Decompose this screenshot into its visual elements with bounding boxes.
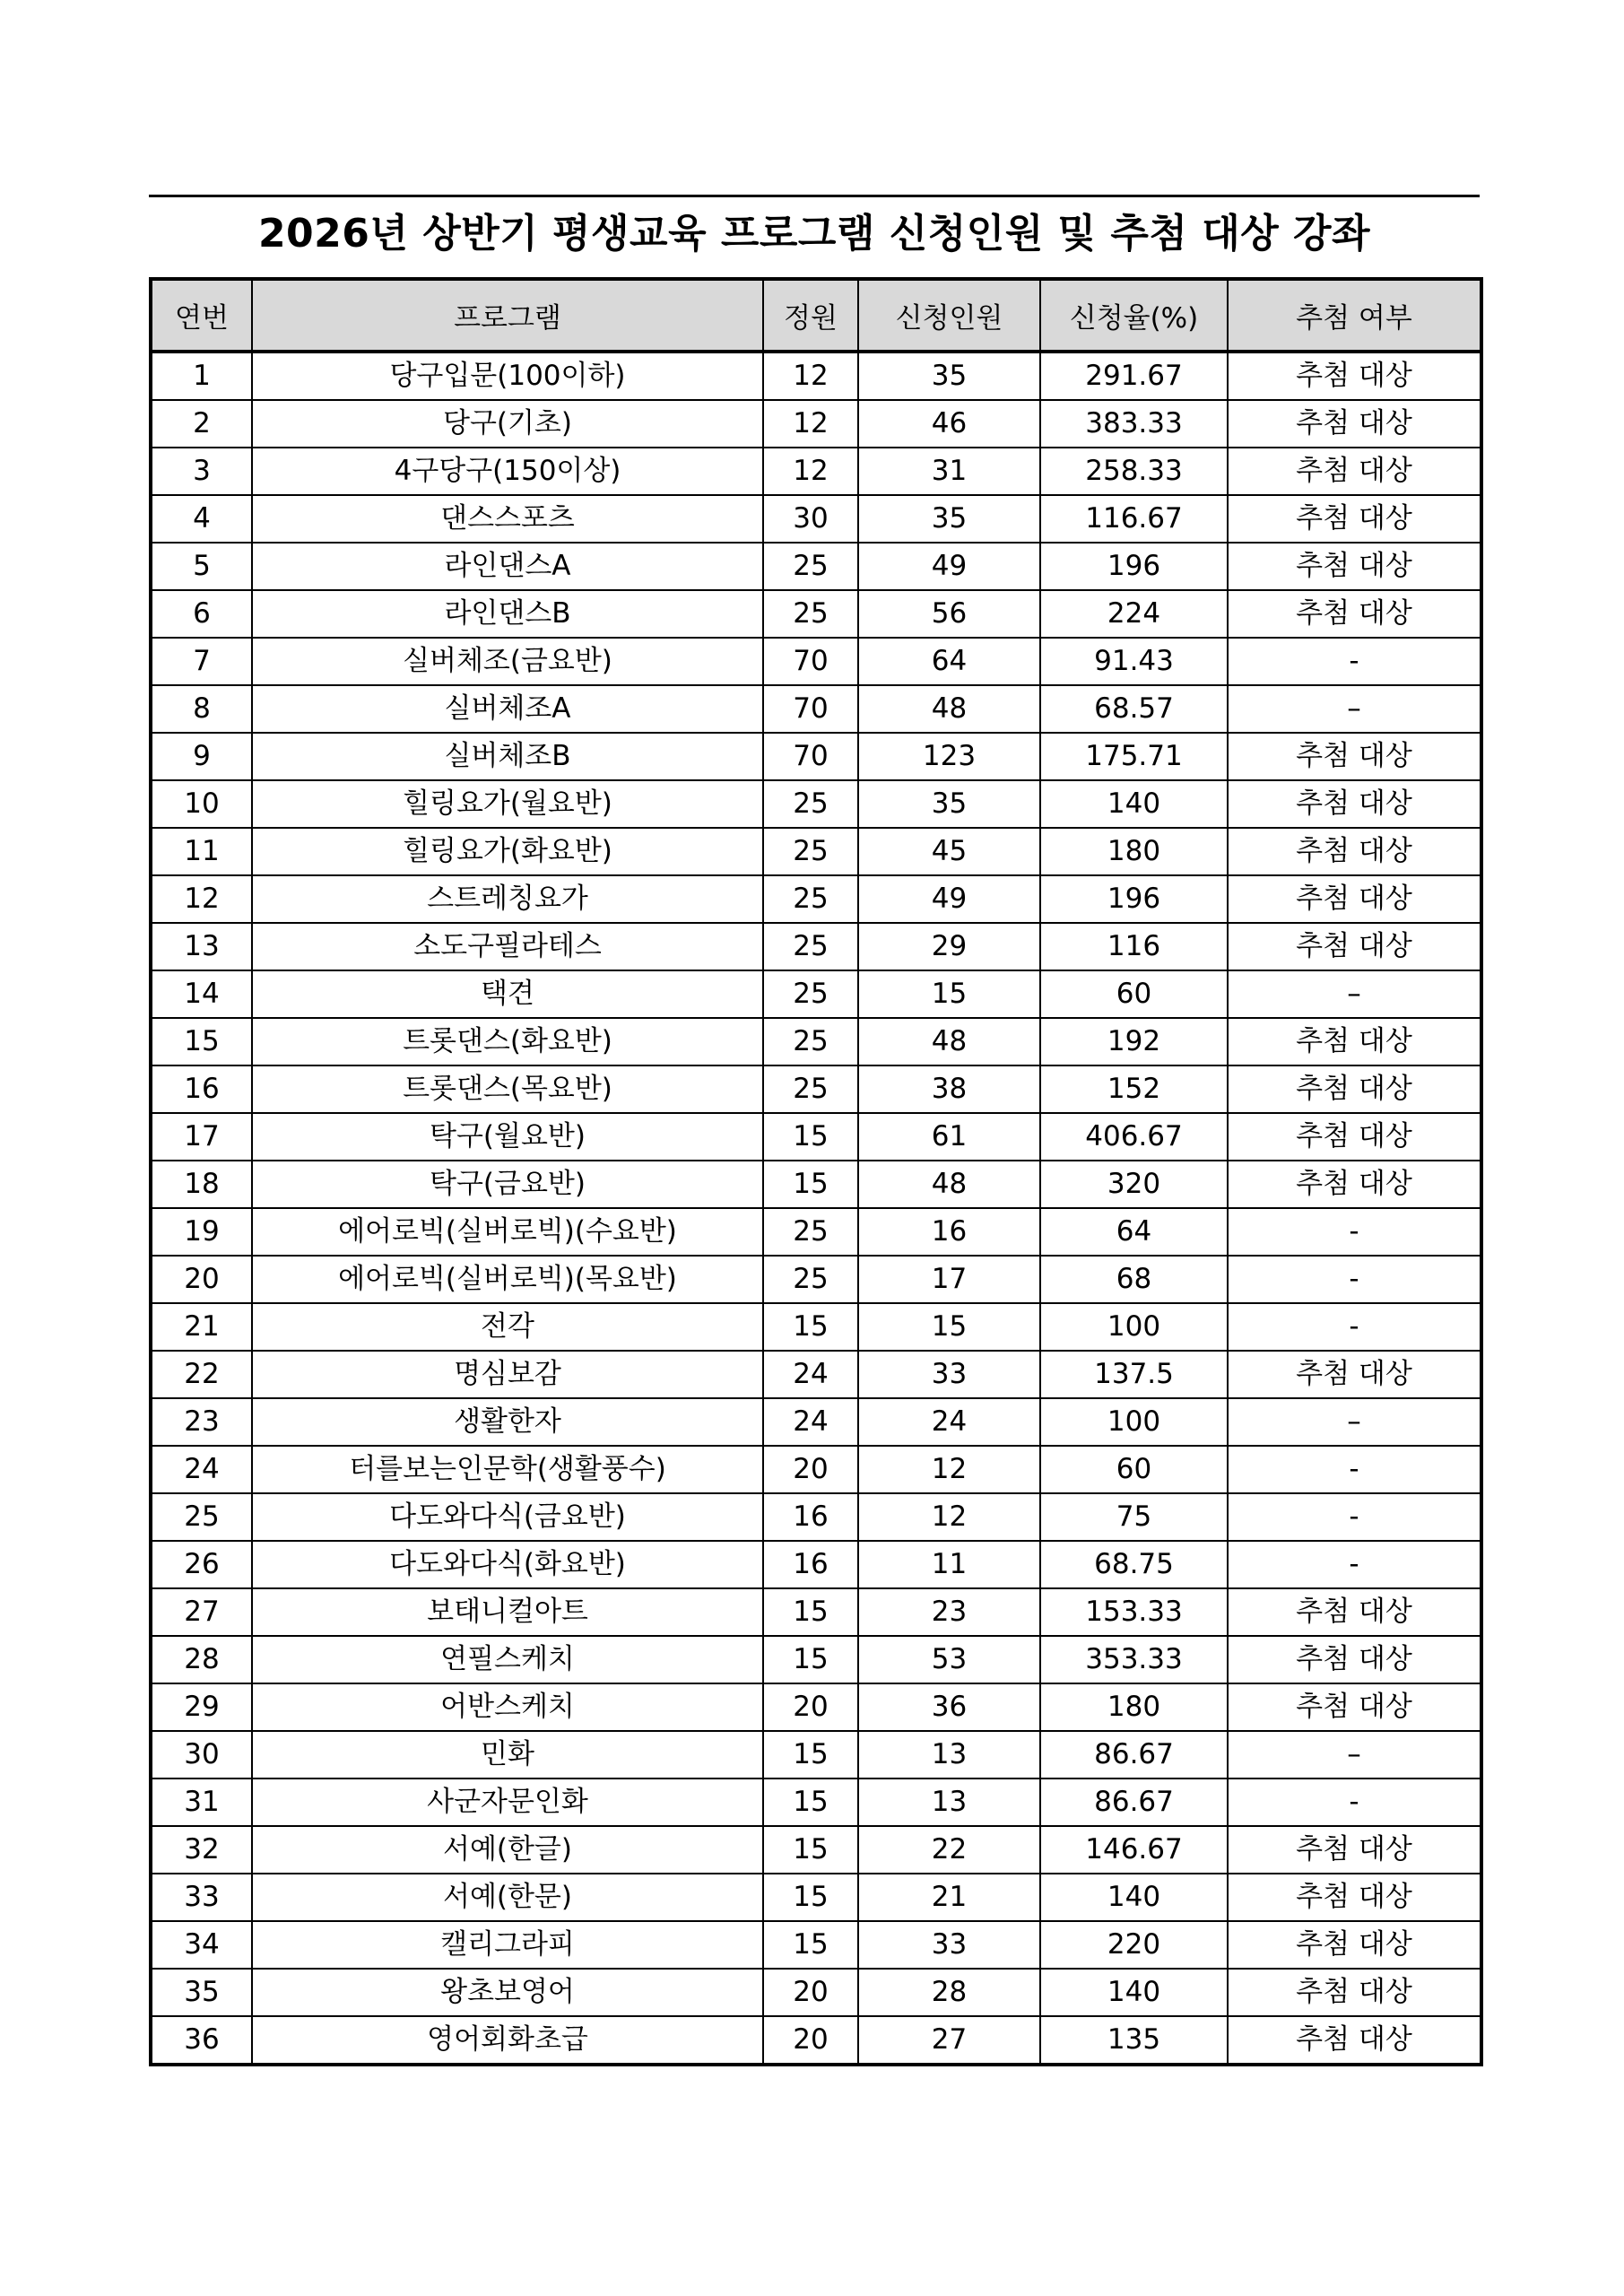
cell-program: 생활한자 bbox=[252, 1398, 763, 1446]
cell-rate: 75 bbox=[1040, 1493, 1228, 1541]
header-lottery: 추첨 여부 bbox=[1228, 279, 1481, 352]
cell-capacity: 15 bbox=[763, 1161, 858, 1208]
cell-program: 왕초보영어 bbox=[252, 1969, 763, 2016]
lottery-table bbox=[149, 277, 1483, 2066]
cell-program: 트롯댄스(화요반) bbox=[252, 1018, 763, 1065]
cell-applicants: 48 bbox=[858, 1161, 1040, 1208]
header-capacity: 정원 bbox=[763, 279, 858, 352]
cell-program: 캘리그라피 bbox=[252, 1921, 763, 1969]
cell-capacity: 25 bbox=[763, 875, 858, 923]
cell-rate: 140 bbox=[1040, 1969, 1228, 2016]
cell-number: 25 bbox=[151, 1493, 252, 1541]
cell-capacity: 12 bbox=[763, 400, 858, 448]
cell-capacity: 16 bbox=[763, 1493, 858, 1541]
cell-capacity: 12 bbox=[763, 352, 858, 400]
cell-program: 당구입문(100이하) bbox=[252, 352, 763, 400]
cell-program: 터를보는인문학(생활풍수) bbox=[252, 1446, 763, 1493]
cell-program: 다도와다식(금요반) bbox=[252, 1493, 763, 1541]
cell-applicants: 21 bbox=[858, 1874, 1040, 1921]
table-row bbox=[151, 685, 1481, 733]
table-row bbox=[151, 1541, 1481, 1588]
cell-capacity: 15 bbox=[763, 1113, 858, 1161]
cell-rate: 196 bbox=[1040, 875, 1228, 923]
cell-lottery: 추첨 대상 bbox=[1228, 1874, 1481, 1921]
cell-applicants: 31 bbox=[858, 448, 1040, 495]
cell-number: 7 bbox=[151, 638, 252, 685]
cell-capacity: 25 bbox=[763, 590, 858, 638]
cell-rate: 86.67 bbox=[1040, 1731, 1228, 1779]
cell-rate: 116.67 bbox=[1040, 495, 1228, 543]
cell-applicants: 61 bbox=[858, 1113, 1040, 1161]
cell-capacity: 24 bbox=[763, 1398, 858, 1446]
cell-rate: 91.43 bbox=[1040, 638, 1228, 685]
cell-capacity: 20 bbox=[763, 2016, 858, 2065]
cell-rate: 68.75 bbox=[1040, 1541, 1228, 1588]
cell-lottery: 추첨 대상 bbox=[1228, 1351, 1481, 1398]
cell-rate: 153.33 bbox=[1040, 1588, 1228, 1636]
cell-capacity: 15 bbox=[763, 1731, 858, 1779]
cell-rate: 140 bbox=[1040, 1874, 1228, 1921]
cell-applicants: 12 bbox=[858, 1446, 1040, 1493]
cell-rate: 135 bbox=[1040, 2016, 1228, 2065]
table-row bbox=[151, 2016, 1481, 2065]
cell-number: 10 bbox=[151, 780, 252, 828]
table-row bbox=[151, 1351, 1481, 1398]
cell-lottery: - bbox=[1228, 1303, 1481, 1351]
table-row bbox=[151, 1446, 1481, 1493]
cell-program: 연필스케치 bbox=[252, 1636, 763, 1683]
cell-program: 민화 bbox=[252, 1731, 763, 1779]
cell-lottery: 추첨 대상 bbox=[1228, 495, 1481, 543]
cell-number: 26 bbox=[151, 1541, 252, 1588]
cell-program: 에어로빅(실버로빅)(수요반) bbox=[252, 1208, 763, 1256]
cell-rate: 406.67 bbox=[1040, 1113, 1228, 1161]
cell-rate: 320 bbox=[1040, 1161, 1228, 1208]
cell-applicants: 12 bbox=[858, 1493, 1040, 1541]
cell-program: 보태니컬아트 bbox=[252, 1588, 763, 1636]
cell-number: 33 bbox=[151, 1874, 252, 1921]
cell-number: 13 bbox=[151, 923, 252, 970]
cell-lottery: - bbox=[1228, 1446, 1481, 1493]
table-row bbox=[151, 1018, 1481, 1065]
cell-number: 19 bbox=[151, 1208, 252, 1256]
cell-capacity: 12 bbox=[763, 448, 858, 495]
table-row bbox=[151, 733, 1481, 780]
cell-lottery: 추첨 대상 bbox=[1228, 2016, 1481, 2065]
cell-number: 8 bbox=[151, 685, 252, 733]
cell-capacity: 30 bbox=[763, 495, 858, 543]
table-row bbox=[151, 1493, 1481, 1541]
cell-number: 30 bbox=[151, 1731, 252, 1779]
table-row bbox=[151, 1921, 1481, 1969]
cell-lottery: 추첨 대상 bbox=[1228, 780, 1481, 828]
table-row bbox=[151, 1208, 1481, 1256]
cell-number: 3 bbox=[151, 448, 252, 495]
cell-capacity: 25 bbox=[763, 923, 858, 970]
cell-capacity: 16 bbox=[763, 1541, 858, 1588]
table-row bbox=[151, 543, 1481, 590]
cell-lottery: - bbox=[1228, 1493, 1481, 1541]
cell-applicants: 15 bbox=[858, 1303, 1040, 1351]
cell-rate: 192 bbox=[1040, 1018, 1228, 1065]
table-row bbox=[151, 1588, 1481, 1636]
cell-lottery: – bbox=[1228, 1731, 1481, 1779]
cell-rate: 180 bbox=[1040, 828, 1228, 875]
cell-applicants: 13 bbox=[858, 1779, 1040, 1826]
table-row bbox=[151, 1969, 1481, 2016]
table-row bbox=[151, 1303, 1481, 1351]
cell-rate: 137.5 bbox=[1040, 1351, 1228, 1398]
cell-applicants: 49 bbox=[858, 543, 1040, 590]
cell-rate: 116 bbox=[1040, 923, 1228, 970]
cell-rate: 152 bbox=[1040, 1065, 1228, 1113]
cell-number: 27 bbox=[151, 1588, 252, 1636]
cell-lottery: 추첨 대상 bbox=[1228, 1065, 1481, 1113]
cell-program: 에어로빅(실버로빅)(목요반) bbox=[252, 1256, 763, 1303]
header-number: 연번 bbox=[151, 279, 252, 352]
cell-applicants: 15 bbox=[858, 970, 1040, 1018]
cell-applicants: 123 bbox=[858, 733, 1040, 780]
cell-program: 실버체조(금요반) bbox=[252, 638, 763, 685]
cell-lottery: - bbox=[1228, 1208, 1481, 1256]
table-row bbox=[151, 780, 1481, 828]
cell-applicants: 35 bbox=[858, 352, 1040, 400]
table-row bbox=[151, 875, 1481, 923]
table-row bbox=[151, 638, 1481, 685]
table-row bbox=[151, 1874, 1481, 1921]
cell-number: 35 bbox=[151, 1969, 252, 2016]
cell-number: 22 bbox=[151, 1351, 252, 1398]
cell-capacity: 70 bbox=[763, 638, 858, 685]
cell-capacity: 15 bbox=[763, 1826, 858, 1874]
cell-lottery: 추첨 대상 bbox=[1228, 923, 1481, 970]
cell-program: 라인댄스A bbox=[252, 543, 763, 590]
cell-program: 힐링요가(월요반) bbox=[252, 780, 763, 828]
cell-number: 34 bbox=[151, 1921, 252, 1969]
cell-program: 사군자문인화 bbox=[252, 1779, 763, 1826]
cell-rate: 220 bbox=[1040, 1921, 1228, 1969]
cell-program: 서예(한문) bbox=[252, 1874, 763, 1921]
cell-number: 17 bbox=[151, 1113, 252, 1161]
cell-applicants: 17 bbox=[858, 1256, 1040, 1303]
cell-capacity: 15 bbox=[763, 1636, 858, 1683]
cell-applicants: 33 bbox=[858, 1921, 1040, 1969]
cell-applicants: 24 bbox=[858, 1398, 1040, 1446]
cell-capacity: 25 bbox=[763, 1018, 858, 1065]
cell-program: 트롯댄스(목요반) bbox=[252, 1065, 763, 1113]
table-row bbox=[151, 1636, 1481, 1683]
cell-lottery: – bbox=[1228, 685, 1481, 733]
table-row bbox=[151, 1256, 1481, 1303]
cell-rate: 175.71 bbox=[1040, 733, 1228, 780]
cell-lottery: 추첨 대상 bbox=[1228, 1113, 1481, 1161]
cell-rate: 146.67 bbox=[1040, 1826, 1228, 1874]
cell-number: 31 bbox=[151, 1779, 252, 1826]
cell-lottery: – bbox=[1228, 970, 1481, 1018]
cell-number: 32 bbox=[151, 1826, 252, 1874]
cell-applicants: 49 bbox=[858, 875, 1040, 923]
cell-applicants: 33 bbox=[858, 1351, 1040, 1398]
cell-rate: 383.33 bbox=[1040, 400, 1228, 448]
cell-capacity: 15 bbox=[763, 1874, 858, 1921]
cell-number: 5 bbox=[151, 543, 252, 590]
cell-lottery: 추첨 대상 bbox=[1228, 733, 1481, 780]
cell-lottery: 추첨 대상 bbox=[1228, 1588, 1481, 1636]
cell-lottery: 추첨 대상 bbox=[1228, 590, 1481, 638]
cell-applicants: 53 bbox=[858, 1636, 1040, 1683]
cell-lottery: 추첨 대상 bbox=[1228, 448, 1481, 495]
cell-rate: 100 bbox=[1040, 1303, 1228, 1351]
top-rule bbox=[149, 195, 1480, 197]
cell-capacity: 15 bbox=[763, 1779, 858, 1826]
header-rate: 신청율(%) bbox=[1040, 279, 1228, 352]
cell-number: 15 bbox=[151, 1018, 252, 1065]
table-row bbox=[151, 923, 1481, 970]
cell-applicants: 48 bbox=[858, 685, 1040, 733]
cell-rate: 100 bbox=[1040, 1398, 1228, 1446]
table-row bbox=[151, 1113, 1481, 1161]
table-row bbox=[151, 1683, 1481, 1731]
cell-rate: 64 bbox=[1040, 1208, 1228, 1256]
cell-capacity: 15 bbox=[763, 1303, 858, 1351]
table-body bbox=[151, 352, 1481, 2065]
cell-capacity: 20 bbox=[763, 1446, 858, 1493]
table-row bbox=[151, 1731, 1481, 1779]
cell-lottery: - bbox=[1228, 1541, 1481, 1588]
cell-rate: 140 bbox=[1040, 780, 1228, 828]
cell-capacity: 15 bbox=[763, 1588, 858, 1636]
cell-lottery: 추첨 대상 bbox=[1228, 828, 1481, 875]
cell-number: 6 bbox=[151, 590, 252, 638]
cell-lottery: 추첨 대상 bbox=[1228, 400, 1481, 448]
cell-lottery: 추첨 대상 bbox=[1228, 1636, 1481, 1683]
cell-lottery: - bbox=[1228, 1256, 1481, 1303]
cell-lottery: 추첨 대상 bbox=[1228, 1161, 1481, 1208]
cell-capacity: 25 bbox=[763, 780, 858, 828]
cell-lottery: 추첨 대상 bbox=[1228, 1826, 1481, 1874]
cell-program: 힐링요가(화요반) bbox=[252, 828, 763, 875]
cell-program: 댄스스포츠 bbox=[252, 495, 763, 543]
cell-lottery: 추첨 대상 bbox=[1228, 1969, 1481, 2016]
cell-program: 소도구필라테스 bbox=[252, 923, 763, 970]
cell-capacity: 24 bbox=[763, 1351, 858, 1398]
cell-applicants: 64 bbox=[858, 638, 1040, 685]
header-program: 프로그램 bbox=[252, 279, 763, 352]
cell-rate: 353.33 bbox=[1040, 1636, 1228, 1683]
cell-applicants: 16 bbox=[858, 1208, 1040, 1256]
cell-program: 4구당구(150이상) bbox=[252, 448, 763, 495]
cell-lottery: - bbox=[1228, 1779, 1481, 1826]
cell-lottery: 추첨 대상 bbox=[1228, 543, 1481, 590]
cell-program: 실버체조A bbox=[252, 685, 763, 733]
cell-program: 전각 bbox=[252, 1303, 763, 1351]
cell-program: 스트레칭요가 bbox=[252, 875, 763, 923]
cell-number: 28 bbox=[151, 1636, 252, 1683]
table-row bbox=[151, 970, 1481, 1018]
cell-rate: 258.33 bbox=[1040, 448, 1228, 495]
cell-program: 라인댄스B bbox=[252, 590, 763, 638]
cell-number: 29 bbox=[151, 1683, 252, 1731]
cell-capacity: 25 bbox=[763, 1208, 858, 1256]
cell-rate: 291.67 bbox=[1040, 352, 1228, 400]
cell-lottery: 추첨 대상 bbox=[1228, 1921, 1481, 1969]
cell-applicants: 23 bbox=[858, 1588, 1040, 1636]
cell-rate: 68 bbox=[1040, 1256, 1228, 1303]
cell-applicants: 11 bbox=[858, 1541, 1040, 1588]
cell-applicants: 45 bbox=[858, 828, 1040, 875]
cell-capacity: 70 bbox=[763, 685, 858, 733]
cell-program: 당구(기초) bbox=[252, 400, 763, 448]
cell-applicants: 35 bbox=[858, 495, 1040, 543]
cell-number: 9 bbox=[151, 733, 252, 780]
cell-applicants: 27 bbox=[858, 2016, 1040, 2065]
cell-applicants: 28 bbox=[858, 1969, 1040, 2016]
cell-number: 12 bbox=[151, 875, 252, 923]
cell-program: 어반스케치 bbox=[252, 1683, 763, 1731]
cell-capacity: 25 bbox=[763, 970, 858, 1018]
cell-program: 택견 bbox=[252, 970, 763, 1018]
cell-number: 14 bbox=[151, 970, 252, 1018]
cell-capacity: 70 bbox=[763, 733, 858, 780]
table-row bbox=[151, 1065, 1481, 1113]
cell-number: 18 bbox=[151, 1161, 252, 1208]
cell-applicants: 38 bbox=[858, 1065, 1040, 1113]
cell-capacity: 25 bbox=[763, 543, 858, 590]
cell-applicants: 35 bbox=[858, 780, 1040, 828]
cell-capacity: 25 bbox=[763, 1065, 858, 1113]
cell-capacity: 20 bbox=[763, 1683, 858, 1731]
cell-applicants: 56 bbox=[858, 590, 1040, 638]
cell-program: 영어회화초급 bbox=[252, 2016, 763, 2065]
cell-program: 탁구(월요반) bbox=[252, 1113, 763, 1161]
cell-number: 20 bbox=[151, 1256, 252, 1303]
cell-rate: 224 bbox=[1040, 590, 1228, 638]
cell-applicants: 22 bbox=[858, 1826, 1040, 1874]
cell-number: 21 bbox=[151, 1303, 252, 1351]
cell-number: 36 bbox=[151, 2016, 252, 2065]
cell-number: 2 bbox=[151, 400, 252, 448]
table-row bbox=[151, 448, 1481, 495]
cell-capacity: 25 bbox=[763, 828, 858, 875]
cell-rate: 68.57 bbox=[1040, 685, 1228, 733]
cell-rate: 60 bbox=[1040, 1446, 1228, 1493]
cell-number: 11 bbox=[151, 828, 252, 875]
cell-lottery: 추첨 대상 bbox=[1228, 1683, 1481, 1731]
cell-capacity: 15 bbox=[763, 1921, 858, 1969]
cell-program: 실버체조B bbox=[252, 733, 763, 780]
cell-rate: 86.67 bbox=[1040, 1779, 1228, 1826]
table-row bbox=[151, 828, 1481, 875]
cell-lottery: – bbox=[1228, 1398, 1481, 1446]
cell-program: 탁구(금요반) bbox=[252, 1161, 763, 1208]
cell-lottery: 추첨 대상 bbox=[1228, 1018, 1481, 1065]
cell-number: 24 bbox=[151, 1446, 252, 1493]
cell-capacity: 20 bbox=[763, 1969, 858, 2016]
cell-number: 23 bbox=[151, 1398, 252, 1446]
cell-rate: 180 bbox=[1040, 1683, 1228, 1731]
cell-lottery: 추첨 대상 bbox=[1228, 352, 1481, 400]
cell-number: 4 bbox=[151, 495, 252, 543]
cell-applicants: 13 bbox=[858, 1731, 1040, 1779]
table-row bbox=[151, 1161, 1481, 1208]
table-row bbox=[151, 495, 1481, 543]
cell-program: 다도와다식(화요반) bbox=[252, 1541, 763, 1588]
table-row bbox=[151, 1398, 1481, 1446]
table-row bbox=[151, 352, 1481, 400]
cell-rate: 196 bbox=[1040, 543, 1228, 590]
cell-applicants: 36 bbox=[858, 1683, 1040, 1731]
table-row bbox=[151, 1826, 1481, 1874]
table-row bbox=[151, 1779, 1481, 1826]
page-title: 2026년 상반기 평생교육 프로그램 신청인원 및 추첨 대상 강좌 bbox=[257, 211, 1371, 257]
cell-applicants: 29 bbox=[858, 923, 1040, 970]
cell-rate: 60 bbox=[1040, 970, 1228, 1018]
cell-lottery: 추첨 대상 bbox=[1228, 875, 1481, 923]
cell-applicants: 46 bbox=[858, 400, 1040, 448]
table-header-row bbox=[151, 279, 1481, 352]
cell-lottery: - bbox=[1228, 638, 1481, 685]
cell-number: 16 bbox=[151, 1065, 252, 1113]
cell-program: 명심보감 bbox=[252, 1351, 763, 1398]
cell-program: 서예(한글) bbox=[252, 1826, 763, 1874]
cell-applicants: 48 bbox=[858, 1018, 1040, 1065]
header-applicants: 신청인원 bbox=[858, 279, 1040, 352]
cell-capacity: 25 bbox=[763, 1256, 858, 1303]
cell-number: 1 bbox=[151, 352, 252, 400]
table-row bbox=[151, 400, 1481, 448]
table-row bbox=[151, 590, 1481, 638]
